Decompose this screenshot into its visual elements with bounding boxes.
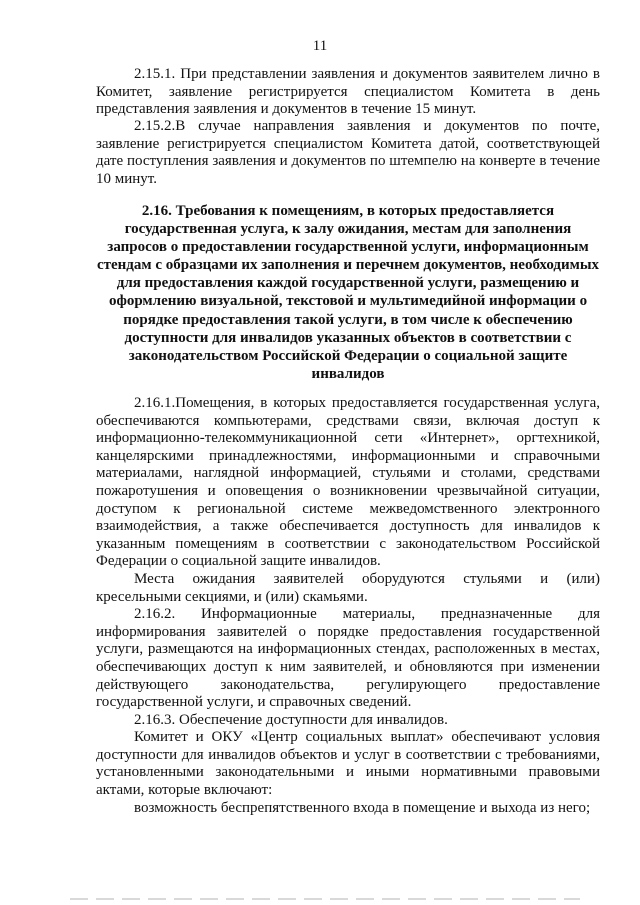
paragraph-waiting-places: Места ожидания заявителей оборудуются стульями и (или) кресельными секциями, и (или) скамьями. (96, 570, 600, 605)
page-number: 11 (312, 38, 328, 54)
section-heading-2-16: 2.16. Требования к помещениям, в которых предоставляется государственная услуга, к залу ожидания, местам для заполнения запросов о предоставлении государственной услуги, информационным стендам с образцами их заполнения и перечнем документов, необходимых для предоставления каждой государственной услуги, размещению и оформлению визуальной, текстовой и мультимедийной информации о порядке предоставления такой услуги, в том числе к обеспечению доступности для инвалидов указанных объектов в соответствии с законодательством Российской Федерации о социальной защите инвалидов (96, 203, 600, 382)
paragraph-text: 2.15.1. При представлении заявления и документов заявителем лично в Комитет, заявление регистрируется специалистом Комитета в день представления заявления и документов в течение 15 минут. (96, 66, 600, 118)
paragraph-2-16-1: 2.16.1.Помещения, в которых предоставляется государственная услуга, обеспечиваются компьютерами, средствами связи, включая доступ к информационно-телекоммуникационной сети «Интернет», оргтехникой, канцелярскими принадлежностями, информационными и справочными материалами, наглядной информацией, стульями и столами, средствами пожаротушения и оповещения о возникновении чрезвычайной ситуации, доступом к региональной системе межведомственного электронного взаимодействия, а также обеспечивается доступность для инвалидов к указанным помещениям в соответствии с законодательством Российской Федерации о социальной защите инвалидов. (96, 395, 600, 570)
paragraph-2-15-1 (96, 66, 600, 119)
paragraph-accessibility-conditions: Комитет и ОКУ «Центр социальных выплат» обеспечивают условия доступности для инвалидов объектов и услуг в соответствии с требованиями, установленными законодательными и иными нормативными правовыми актами, которые включают: (96, 729, 600, 799)
section-2-16-body (96, 395, 600, 817)
paragraph-free-entry: возможность беспрепятственного входа в помещение и выхода из него; (134, 799, 591, 816)
paragraph-2-15-2 (96, 118, 600, 188)
paragraph-2-16-2: 2.16.2. Информационные материалы, предназначенные для информирования заявителей о порядке предоставления государственной услуги, размещаются на информационных стендах, расположенных в местах, обеспечивающих доступ к ним заявителей, и обновляются при изменении действующего законодательства, регулирующего предоставление государственной услуги, и справочных сведений. (96, 606, 600, 711)
scan-artifact-line (70, 898, 580, 900)
paragraph-2-16-3: 2.16.3. Обеспечение доступности для инвалидов. (134, 711, 448, 728)
paragraph-text: 2.15.2.В случае направления заявления и документов по почте, заявление регистрируется специалистом Комитета датой, соответствующей дате поступления заявления и документов по штемпелю на конверте в течение 10 минут. (96, 118, 600, 187)
